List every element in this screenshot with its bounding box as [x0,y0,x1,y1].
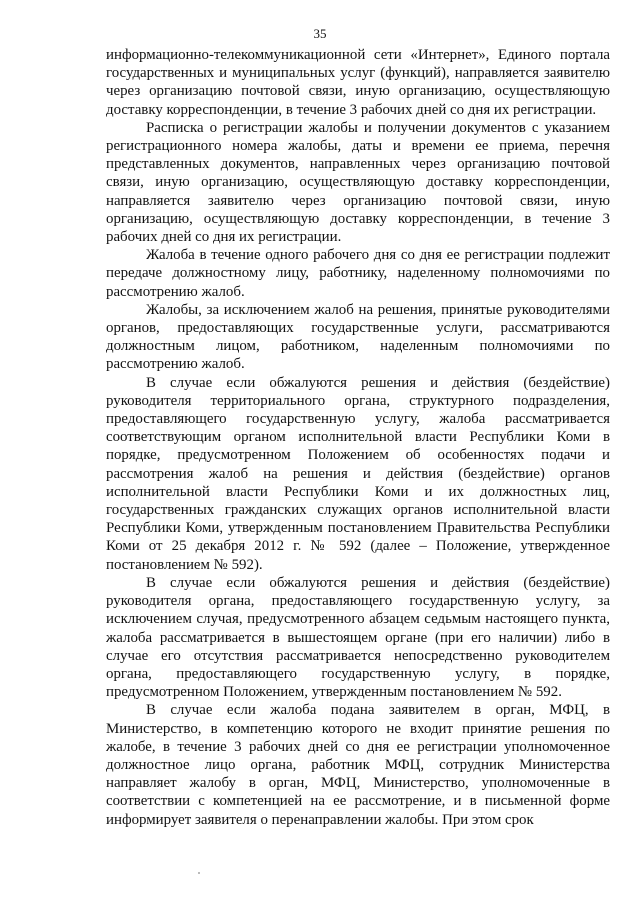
paragraph-continuation: информационно-телекоммуникационной сети «Интернет», Единого портала государственных и муниципальных услуг (функций), направляется заявителю через организацию почтовой связи, иную организацию, осуществляющую доставку корреспонденции, в течение 3 рабочих дней со дня их регистрации. [106,47,610,118]
paragraph-redirect: В случае если жалоба подана заявителем в орган, МФЦ, в Министерство, в компетенцию которого не входит принятие решения по жалобе, в течение 3 рабочих дней со дня ее регистрации уполномоченное должностное лицо органа, работник МФЦ, сотрудник Министерства направляет жалобу в орган, МФЦ, Министерство, уполномоченные в соответствии с компетенцией на ее рассмотрение, и в письменной форме информирует заявителя о перенаправлении жалобы. При этом срок [106,702,610,828]
paragraph-review-officials: Жалобы, за исключением жалоб на решения, принятые руководителями органов, предоставляющих государственные услуги, рассматриваются должностным лицом, работником, наделенным полномочиями по рассмотрению жалоб. [106,301,610,373]
document-body [106,46,610,829]
paragraph-receipt: Расписка о регистрации жалобы и получении документов с указанием регистрационного номера жалобы, даты и времени ее приема, перечня представленных документов, направленных через организацию почтовой связи, иную организацию, осуществляющую доставку корреспонденции, направляется заявителю через организацию почтовой связи, иную организацию, осуществляющую доставку корреспонденции, в течение 3 рабочих дней со дня их регистрации. [106,119,610,246]
scan-artifact [198,872,200,874]
paragraph-territorial-body: В случае если обжалуются решения и действия (бездействие) руководителя территориального органа, структурного подразделения, предоставляющего государственную услугу, жалоба рассматривается соответствующим органом исполнительной власти Республики Коми в порядке, предусмотренном Положением об особенностях подачи и рассмотрения жалоб на решения и действия (бездействие) органов исполнительной власти Республики Коми и их должностных лиц, государственных гражданских служащих органов исполнительной власти Республики Коми, утвержденным постановлением Правительства Республики Коми от 25 декабря 2012 г. № 592 (далее – Положение, утвержденное постановлением № 592). [106,374,610,573]
page-number: 35 [313,26,327,41]
paragraph-transfer: Жалоба в течение одного рабочего дня со дня ее регистрации подлежит передаче должностному лицу, работнику, наделенному полномочиями по рассмотрению жалоб. [106,247,610,300]
paragraph-head-of-body: В случае если обжалуются решения и действия (бездействие) руководителя органа, предоставляющего государственную услугу, за исключением случая, предусмотренного абзацем седьмым настоящего пункта, жалоба рассматривается в вышестоящем органе (при его наличии) либо в случае его отсутствия рассматривается непосредственно руководителем органа, предоставляющего государственную услугу, в порядке, предусмотренном Положением, утвержденным постановлением № 592. [106,574,610,701]
